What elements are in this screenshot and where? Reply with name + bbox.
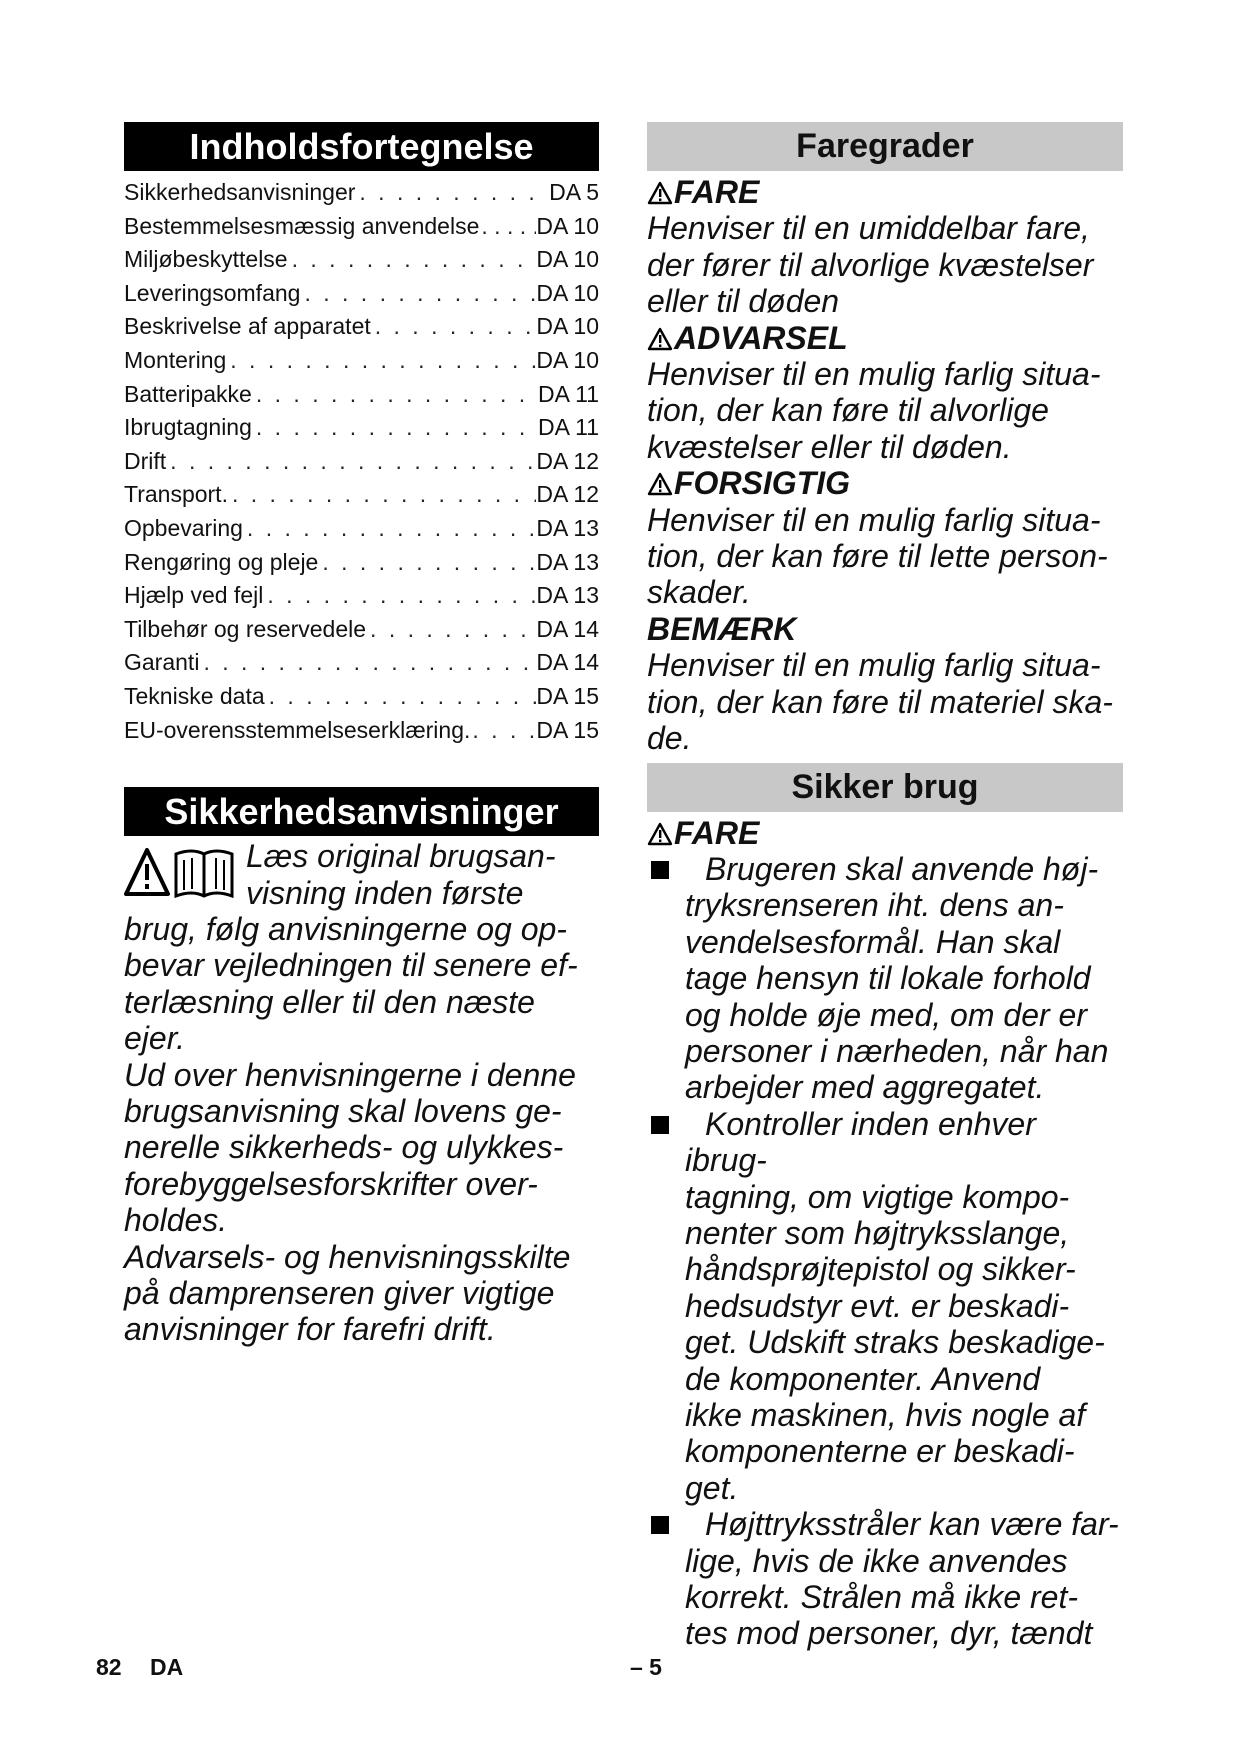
toc-row[interactable] [124, 478, 599, 512]
text-line: eller til døden [647, 283, 840, 320]
toc-page: DA 12 [536, 447, 599, 474]
text-line: tes mod personer, dyr, tændt [685, 1615, 1093, 1652]
toc-page: DA 10 [536, 246, 599, 273]
text-line: holdes. [124, 1202, 228, 1239]
toc-title: EU-overensstemmelseserklæring. [124, 716, 471, 743]
toc-title: Tilbehør og reservedele [124, 615, 367, 642]
toc-page: DA 12 [536, 481, 599, 508]
list-item [647, 1506, 1123, 1652]
text-line: forebyggelsesforskrifter over- [124, 1165, 538, 1202]
text-line: lige, hvis de ikke anvendes [685, 1542, 1068, 1579]
list-item [647, 1106, 1123, 1506]
toc-title: Ibrugtagning [124, 414, 252, 441]
text-line: Advarsels- og henvisningsskilte [124, 1238, 571, 1275]
toc-title: Tekniske data [124, 682, 265, 709]
toc-page: DA 10 [536, 279, 599, 306]
text-line: Læs original brugsan- [246, 838, 556, 875]
text-line: brug, følg anvisningerne og op- [124, 910, 567, 947]
safe-use-section [647, 815, 1123, 1652]
list-item [647, 851, 1123, 1106]
hazard-label-forsigtig: FORSIGTIG [647, 465, 1123, 501]
toc-title: Batteripakke [124, 380, 252, 407]
left-column [124, 122, 599, 1348]
text-line: Ud over henvisningerne i denne [124, 1056, 576, 1093]
toc-dot-leader [252, 378, 538, 412]
toc-page: DA 14 [536, 649, 599, 676]
toc-page: DA 15 [536, 716, 599, 743]
text-line: Højttryksstråler kan være far- [705, 1506, 1119, 1543]
faregrader-heading: Faregrader [647, 122, 1123, 171]
toc-page: DA 13 [536, 514, 599, 541]
warning-triangle-icon [647, 472, 673, 496]
toc-row[interactable] [124, 411, 599, 445]
toc-row[interactable] [124, 176, 599, 210]
sikker-brug-heading: Sikker brug [647, 763, 1123, 812]
hazard-label-fare: FARE [647, 174, 1123, 210]
toc-page: DA 13 [536, 548, 599, 575]
toc-page: DA 14 [536, 615, 599, 642]
toc-title: Beskrivelse af apparatet [124, 313, 371, 340]
toc-page: DA 11 [538, 414, 599, 441]
text-line: på damprenseren giver vigtige [124, 1274, 555, 1311]
text-line: nerelle sikkerheds- og ulykkes- [124, 1129, 564, 1166]
toc-row[interactable] [124, 277, 599, 311]
toc-dot-leader [263, 579, 536, 613]
text-line: tion, der kan føre til alvorlige [647, 392, 1049, 429]
toc-dot-leader [288, 243, 537, 277]
hazard-label-bemaerk: BEMÆRK [647, 610, 797, 647]
square-bullet-icon [651, 861, 669, 879]
text-line: de. [647, 720, 692, 757]
text-line: og holde øje med, om der er [685, 996, 1087, 1033]
toc-title: Leveringsomfang [124, 279, 301, 306]
safety-heading: Sikkerhedsanvisninger [124, 787, 599, 836]
toc-row[interactable] [124, 579, 599, 613]
text-line: nenter som højtryksslange, [685, 1214, 1070, 1251]
toc-dot-leader [355, 176, 549, 210]
toc-dot-leader [265, 680, 537, 714]
text-line: get. Udskift straks beskadige- [685, 1324, 1105, 1361]
toc-dot-leader [252, 411, 538, 445]
text-line: bevar vejledningen til senere ef- [124, 947, 578, 984]
text-line: hedsudstyr evt. er beskadi- [685, 1287, 1070, 1324]
toc-page: DA 13 [536, 582, 599, 609]
hazard-levels [647, 174, 1123, 757]
toc-page: DA 15 [536, 682, 599, 709]
text-line: Henviser til en mulig farlig situa- [647, 501, 1101, 538]
toc-row[interactable] [124, 714, 599, 748]
toc-row[interactable] [124, 646, 599, 680]
toc-row[interactable] [124, 344, 599, 378]
text-line: der fører til alvorlige kvæstelser [647, 246, 1094, 283]
table-of-contents [124, 176, 599, 747]
toc-page: DA 10 [536, 313, 599, 340]
footer-sub-page: – 5 [630, 1654, 662, 1680]
toc-dot-leader [300, 277, 536, 311]
text-line: håndsprøjtepistol og sikker- [685, 1251, 1076, 1288]
text-line: Henviser til en umiddelbar fare, [647, 210, 1090, 247]
text-line: visning inden første [246, 874, 524, 911]
hazard-label-advarsel: ADVARSEL [647, 320, 1123, 356]
toc-title: Hjælp ved fejl [124, 582, 264, 609]
text-line: Brugeren skal anvende høj- [705, 850, 1099, 887]
toc-dot-leader [243, 512, 536, 546]
toc-dot-leader [226, 344, 536, 378]
text-line: tage hensyn til lokale forhold [685, 960, 1091, 997]
language-code: DA [149, 1654, 184, 1680]
safety-intro [124, 838, 599, 1348]
toc-title: Bestemmelsesmæssig anvendelse [124, 212, 480, 239]
toc-row[interactable] [124, 310, 599, 344]
text-line: korrekt. Strålen må ikke ret- [685, 1579, 1078, 1616]
text-line: get. [685, 1469, 739, 1506]
toc-row[interactable] [124, 378, 599, 412]
text-line: ikke maskinen, hvis nogle af [685, 1397, 1086, 1433]
toc-dot-leader [371, 310, 537, 344]
text-line: de komponenter. Anvend [685, 1360, 1041, 1397]
toc-row[interactable] [124, 546, 599, 580]
toc-row[interactable] [124, 445, 599, 479]
warning-triangle-icon [647, 822, 673, 846]
text-line: tryksrenseren iht. dens an- [685, 887, 1064, 924]
toc-dot-leader [318, 546, 536, 580]
toc-title: Garanti [124, 649, 200, 676]
text-line: Kontroller inden enhver ibrug- [685, 1105, 1036, 1179]
toc-page: DA 10 [536, 212, 599, 239]
text-line: Henviser til en mulig farlig situa- [647, 356, 1101, 393]
toc-row[interactable] [124, 243, 599, 277]
text-line: anvisninger for farefri drift. [124, 1311, 496, 1348]
toc-dot-leader [199, 646, 536, 680]
text-line: tion, der kan føre til materiel ska- [647, 683, 1113, 720]
warning-triangle-icon [647, 327, 673, 351]
toc-title: Sikkerhedsanvisninger [124, 179, 356, 205]
text-line: terlæsning eller til den næste [124, 983, 535, 1020]
toc-dot-leader [470, 714, 536, 748]
toc-dot-leader [479, 210, 536, 244]
text-line: kvæstelser eller til døden. [647, 428, 1012, 465]
warning-triangle-icon [647, 181, 673, 205]
square-bullet-icon [651, 1516, 669, 1534]
toc-dot-leader [366, 613, 536, 647]
toc-page: DA 5 [549, 179, 599, 205]
warning-manual-icon [124, 842, 240, 904]
toc-heading: Indholdsfortegnelse [124, 122, 599, 171]
page-number: 82 [96, 1654, 122, 1680]
toc-page: DA 10 [536, 346, 599, 373]
toc-row[interactable] [124, 210, 599, 244]
text-line: tion, der kan føre til lette person- [647, 538, 1108, 575]
toc-row[interactable] [124, 680, 599, 714]
square-bullet-icon [651, 1116, 669, 1134]
text-line: personer i nærheden, når han [685, 1032, 1109, 1069]
hazard-label-fare: FARE [647, 815, 1123, 851]
right-column [647, 122, 1123, 1652]
text-line: Henviser til en mulig farlig situa- [647, 647, 1101, 684]
text-line: ejer. [124, 1020, 186, 1057]
text-line: skader. [647, 574, 751, 611]
toc-page: DA 11 [538, 380, 599, 407]
text-line: arbejder med aggregatet. [685, 1069, 1045, 1106]
toc-title: Montering [124, 346, 227, 373]
toc-title: Transport. [124, 481, 228, 508]
text-line: tagning, om vigtige kompo- [685, 1178, 1070, 1215]
toc-row[interactable] [124, 512, 599, 546]
toc-dot-leader [228, 478, 536, 512]
toc-title: Miljøbeskyttelse [124, 246, 288, 273]
text-line: brugsanvisning skal lovens ge- [124, 1092, 562, 1129]
toc-title: Opbevaring [124, 514, 243, 541]
toc-dot-leader [166, 445, 536, 479]
toc-row[interactable] [124, 613, 599, 647]
text-line: vendelsesformål. Han skal [685, 923, 1061, 960]
text-line: komponenterne er beskadi- [685, 1433, 1075, 1470]
toc-title: Drift [124, 447, 167, 474]
toc-title: Rengøring og pleje [124, 548, 319, 575]
footer-page-number [96, 1654, 183, 1681]
